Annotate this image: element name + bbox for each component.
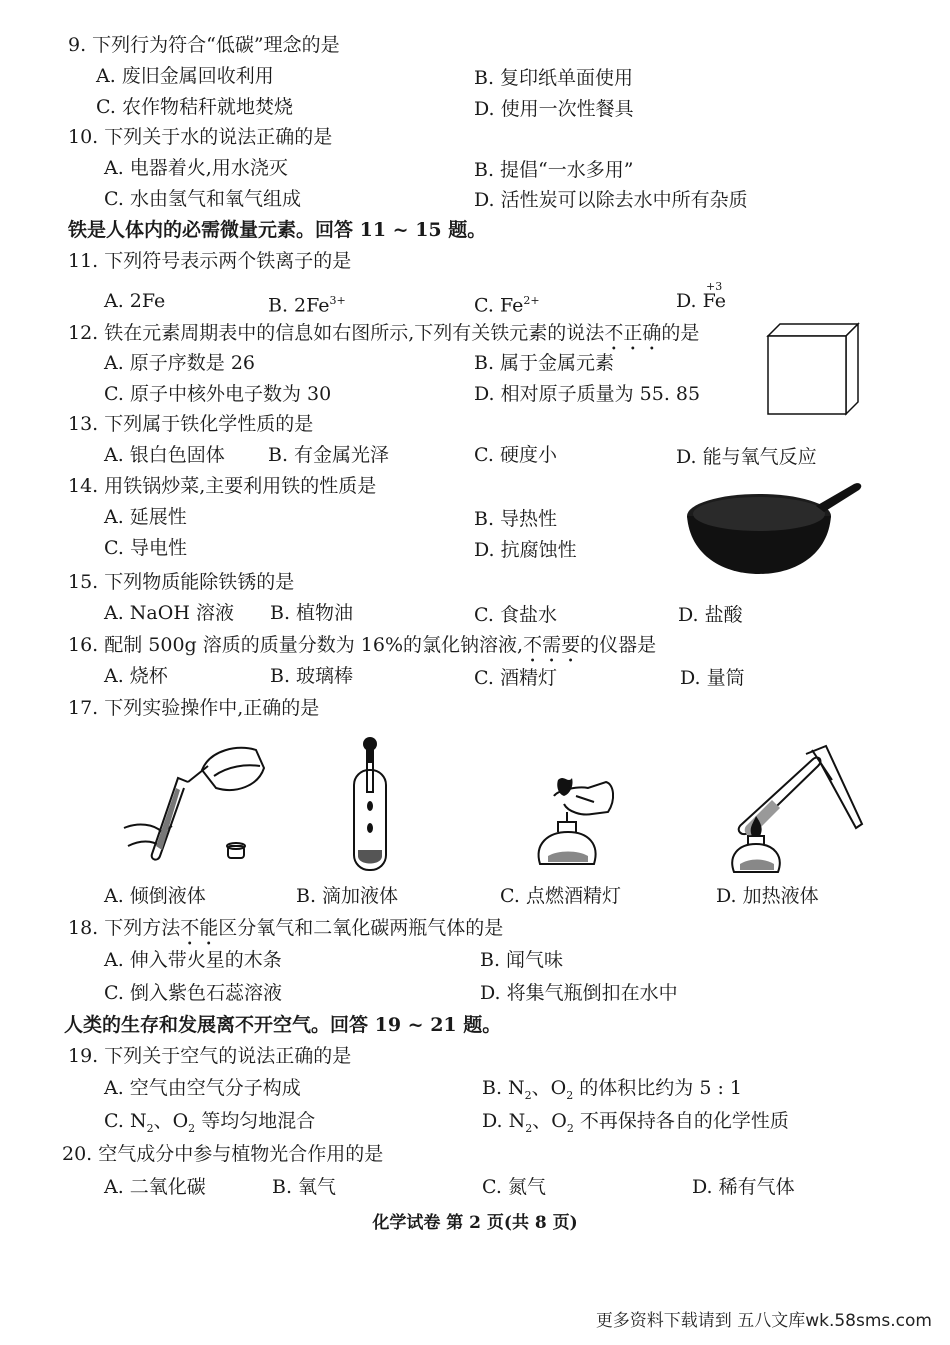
question-19-option-b: B. $N_2$、$O_2$ 的体积比约为 5 : 1 — [482, 1077, 742, 1102]
question-16-option-c: C. 酒精灯 — [474, 667, 557, 689]
question-19-stem: 19. 下列关于空气的说法正确的是 — [68, 1045, 352, 1067]
lighting-alcohol-lamp-figure — [528, 772, 620, 880]
question-18-option-b: B. 闻气味 — [480, 949, 564, 971]
question-9-option-b: B. 复印纸单面使用 — [474, 67, 634, 89]
question-15-option-c: C. 食盐水 — [474, 604, 557, 626]
question-10-option-c: C. 水由氢气和氧气组成 — [104, 188, 301, 210]
question-20-option-d: D. 稀有气体 — [692, 1176, 795, 1198]
question-14-option-a: A. 延展性 — [104, 506, 187, 528]
wok-illustration — [684, 476, 866, 576]
question-17-stem: 17. 下列实验操作中,正确的是 — [68, 697, 320, 719]
question-10-stem: 10. 下列关于水的说法正确的是 — [68, 126, 333, 148]
question-12-option-c: C. 原子中核外电子数为 30 — [104, 383, 332, 405]
question-16-option-b: B. 玻璃棒 — [270, 665, 354, 687]
question-11-option-b: B. $2Fe^{3+}$ — [268, 294, 346, 317]
question-11-option-c: C. $Fe^{2+}$ — [474, 294, 540, 317]
question-15-stem: 15. 下列物质能除铁锈的是 — [68, 571, 295, 593]
question-20-stem: 20. 空气成分中参与植物光合作用的是 — [62, 1143, 384, 1165]
dropper-figure — [346, 736, 394, 876]
question-14-option-d: D. 抗腐蚀性 — [474, 539, 577, 561]
pouring-liquid-figure — [118, 736, 278, 868]
question-13-stem: 13. 下列属于铁化学性质的是 — [68, 413, 314, 435]
periodic-table-cell — [766, 322, 860, 416]
question-9-option-c: C. 农作物秸秆就地焚烧 — [96, 96, 293, 118]
question-11-stem: 11. 下列符号表示两个铁离子的是 — [68, 250, 352, 272]
question-20-option-a: A. 二氧化碳 — [104, 1176, 206, 1198]
question-16-option-d: D. 量筒 — [680, 667, 745, 689]
question-17-option-b: B. 滴加液体 — [296, 885, 399, 907]
question-18-stem: 18. 下列方法不能区分氧气和二氧化碳两瓶气体的是 — [68, 917, 504, 939]
question-13-option-a: A. 银白色固体 — [104, 444, 225, 466]
question-18-option-d: D. 将集气瓶倒扣在水中 — [480, 982, 678, 1004]
periodic-cell-frame — [766, 322, 860, 416]
question-15-option-d: D. 盐酸 — [678, 604, 743, 626]
question-14-option-b: B. 导热性 — [474, 508, 558, 530]
question-13-option-b: B. 有金属光泽 — [268, 444, 390, 466]
question-10-option-a: A. 电器着火,用水浇灭 — [104, 157, 288, 179]
question-10-option-b: B. 提倡“一水多用” — [474, 159, 634, 181]
question-18-option-a: A. 伸入带火星的木条 — [104, 949, 282, 971]
valence-label: +3 — [706, 280, 723, 293]
question-9-option-a: A. 废旧金属回收利用 — [96, 65, 274, 87]
question-14-option-c: C. 导电性 — [104, 537, 187, 559]
question-17-option-a: A. 倾倒液体 — [104, 885, 206, 907]
question-19-option-a: A. 空气由空气分子构成 — [104, 1077, 301, 1099]
question-11-option-d: D. Fe +3 — [676, 288, 726, 314]
question-15-option-b: B. 植物油 — [270, 602, 354, 624]
question-19-option-c: C. $N_2$、$O_2$ 等均匀地混合 — [104, 1110, 316, 1135]
question-12-stem: 12. 铁在元素周期表中的信息如右图所示,下列有关铁元素的说法不正确的是 — [68, 322, 700, 344]
page-footer: 化学试卷 第 2 页(共 8 页) — [372, 1213, 578, 1233]
question-12-option-a: A. 原子序数是 26 — [104, 352, 256, 374]
heating-liquid-figure — [720, 740, 868, 880]
question-12-option-b: B. 属于金属元素 — [474, 352, 615, 374]
question-16-option-a: A. 烧杯 — [104, 665, 168, 687]
question-14-stem: 14. 用铁锅炒菜,主要利用铁的性质是 — [68, 475, 377, 497]
question-16-stem: 16. 配制 500g 溶质的质量分数为 16%的氯化钠溶液,不需要的仪器是 — [68, 634, 657, 656]
section-intro-iron: 铁是人体内的必需微量元素。回答 11 ~ 15 题。 — [68, 219, 487, 241]
question-20-option-b: B. 氧气 — [272, 1176, 337, 1198]
question-20-option-c: C. 氮气 — [482, 1176, 546, 1198]
question-11-option-a: A. 2Fe — [104, 290, 166, 312]
question-17-option-d: D. 加热液体 — [716, 885, 819, 907]
watermark-link[interactable]: 更多资料下载请到 五八文库wk.58sms.com — [595, 1311, 932, 1331]
question-18-option-c: C. 倒入紫色石蕊溶液 — [104, 982, 282, 1004]
question-12-option-d: D. 相对原子质量为 55. 85 — [474, 383, 701, 405]
question-13-option-d: D. 能与氧气反应 — [676, 446, 817, 468]
section-intro-air: 人类的生存和发展离不开空气。回答 19 ~ 21 题。 — [64, 1014, 502, 1036]
question-9-stem: 9. 下列行为符合“低碳”理念的是 — [68, 34, 340, 56]
question-9-option-d: D. 使用一次性餐具 — [474, 98, 634, 120]
question-15-option-a: A. NaOH 溶液 — [104, 602, 234, 624]
question-13-option-c: C. 硬度小 — [474, 444, 557, 466]
question-17-option-c: C. 点燃酒精灯 — [500, 885, 621, 907]
question-10-option-d: D. 活性炭可以除去水中所有杂质 — [474, 189, 748, 211]
question-19-option-d: D. $N_2$、$O_2$ 不再保持各自的化学性质 — [482, 1110, 789, 1135]
